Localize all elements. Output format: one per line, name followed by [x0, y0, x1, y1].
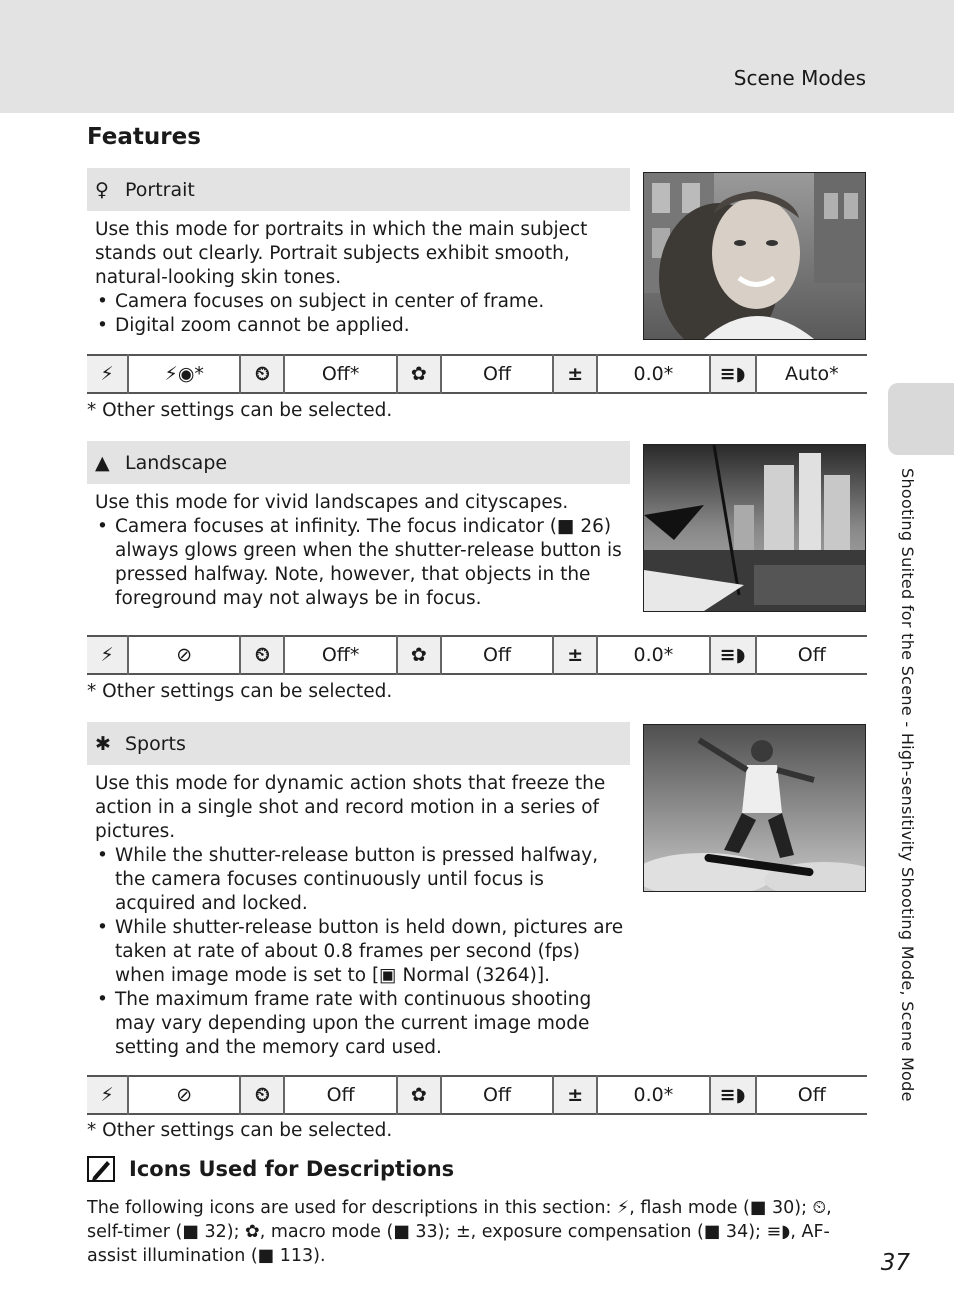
landscape-icon: ▲ — [95, 451, 110, 474]
mode-header — [87, 441, 630, 484]
macro-value: Off — [441, 355, 553, 393]
flash-off-icon: ⊘ — [128, 636, 240, 674]
page-title: Features — [87, 124, 201, 150]
flash-off-icon: ⊘ — [128, 1076, 240, 1114]
icons-section-heading — [87, 1156, 454, 1182]
mode-sports — [87, 722, 867, 1072]
exposure-compensation-icon: ± — [553, 636, 597, 674]
macro-value: Off — [441, 1076, 553, 1114]
self-timer-icon: ⏲ — [240, 355, 284, 393]
bullet-item: • Digital zoom cannot be applied. — [95, 314, 625, 338]
af-assist-value: Auto* — [756, 355, 867, 393]
macro-icon: ✿ — [397, 1076, 441, 1114]
mode-title: Sports — [125, 732, 186, 755]
mode-intro: Use this mode for dynamic action shots that freeze the action in a single shot and record motion in a series of pictures. — [95, 773, 606, 842]
sports-settings-table — [87, 1075, 867, 1115]
mode-intro: Use this mode for vivid landscapes and cityscapes. — [95, 492, 569, 513]
exposure-compensation-icon: ± — [553, 355, 597, 393]
flash-icon: ⚡ — [87, 355, 128, 393]
flash-mode-value: ⚡◉* — [128, 355, 240, 393]
af-assist-value: Off — [756, 636, 867, 674]
af-assist-value: Off — [756, 1076, 867, 1114]
mode-description — [95, 218, 625, 338]
macro-value: Off — [441, 636, 553, 674]
mode-header — [87, 168, 630, 211]
flash-icon: ⚡ — [87, 636, 128, 674]
af-assist-icon: ≡◗ — [710, 636, 756, 674]
mode-title: Portrait — [125, 178, 195, 201]
landscape-photo — [643, 444, 866, 612]
portrait-icon: ♀ — [95, 178, 109, 201]
settings-row — [87, 636, 867, 674]
macro-icon: ✿ — [397, 355, 441, 393]
footnote: * Other settings can be selected. — [87, 1120, 393, 1141]
mode-header — [87, 722, 630, 765]
icons-section-title: Icons Used for Descriptions — [129, 1157, 455, 1181]
header-band — [0, 0, 954, 113]
side-label: Shooting Suited for the Scene - High-sensitivity Shooting Mode, Scene Mode — [898, 468, 917, 1102]
landscape-settings-table — [87, 635, 867, 675]
self-timer-icon: ⏲ — [240, 636, 284, 674]
settings-row — [87, 355, 867, 393]
mode-title: Landscape — [125, 451, 228, 474]
exposure-compensation-icon: ± — [553, 1076, 597, 1114]
bullet-item: • Camera focuses on subject in center of frame. — [95, 290, 625, 314]
mode-landscape — [87, 441, 867, 631]
self-timer-icon: ⏲ — [240, 1076, 284, 1114]
side-tab — [888, 383, 954, 455]
page-number: 37 — [880, 1250, 910, 1276]
portrait-photo — [643, 172, 866, 340]
footnote: * Other settings can be selected. — [87, 400, 393, 421]
self-timer-value: Off* — [284, 355, 396, 393]
sports-photo — [643, 724, 866, 892]
macro-icon: ✿ — [397, 636, 441, 674]
settings-row — [87, 1076, 867, 1114]
exposure-compensation-value: 0.0* — [597, 636, 709, 674]
af-assist-icon: ≡◗ — [710, 355, 756, 393]
self-timer-value: Off — [284, 1076, 396, 1114]
flash-icon: ⚡ — [87, 1076, 128, 1114]
page-header-title: Scene Modes — [733, 66, 866, 90]
bullet-item: • The maximum frame rate with continuous shooting may vary depending upon the current image mode setting and the memory card used. — [95, 988, 625, 1060]
sports-icon: ✱ — [95, 732, 111, 755]
self-timer-value: Off* — [284, 636, 396, 674]
bullet-item: • While shutter-release button is held down, pictures are taken at rate of about 0.8 frames per second (fps) when image mode is set to [▣ Normal (3264)]. — [95, 916, 625, 988]
note-pencil-icon — [87, 1156, 115, 1182]
icons-section-text: The following icons are used for descriptions in this section: ⚡, flash mode (■ 30); ⏲, self-timer (■ 32); ✿, macro mode (■ 33); ±, exposure compensation (■ 34); ≡◗, AF-assist illumination (■ 113). — [87, 1198, 832, 1266]
af-assist-icon: ≡◗ — [710, 1076, 756, 1114]
portrait-settings-table — [87, 354, 867, 394]
exposure-compensation-value: 0.0* — [597, 355, 709, 393]
mode-description — [95, 772, 625, 1060]
mode-description — [95, 491, 625, 611]
mode-intro: Use this mode for portraits in which the main subject stands out clearly. Portrait subjects exhibit smooth, natural-looking skin tones. — [95, 219, 588, 288]
footnote: * Other settings can be selected. — [87, 681, 393, 702]
bullet-item: • While the shutter-release button is pressed halfway, the camera focuses continuously until focus is acquired and locked. — [95, 844, 625, 916]
bullet-item: • Camera focuses at infinity. The focus indicator (■ 26) always glows green when the shutter-release button is pressed halfway. Note, however, that objects in the foreground may not always be in focus. — [95, 515, 625, 611]
exposure-compensation-value: 0.0* — [597, 1076, 709, 1114]
